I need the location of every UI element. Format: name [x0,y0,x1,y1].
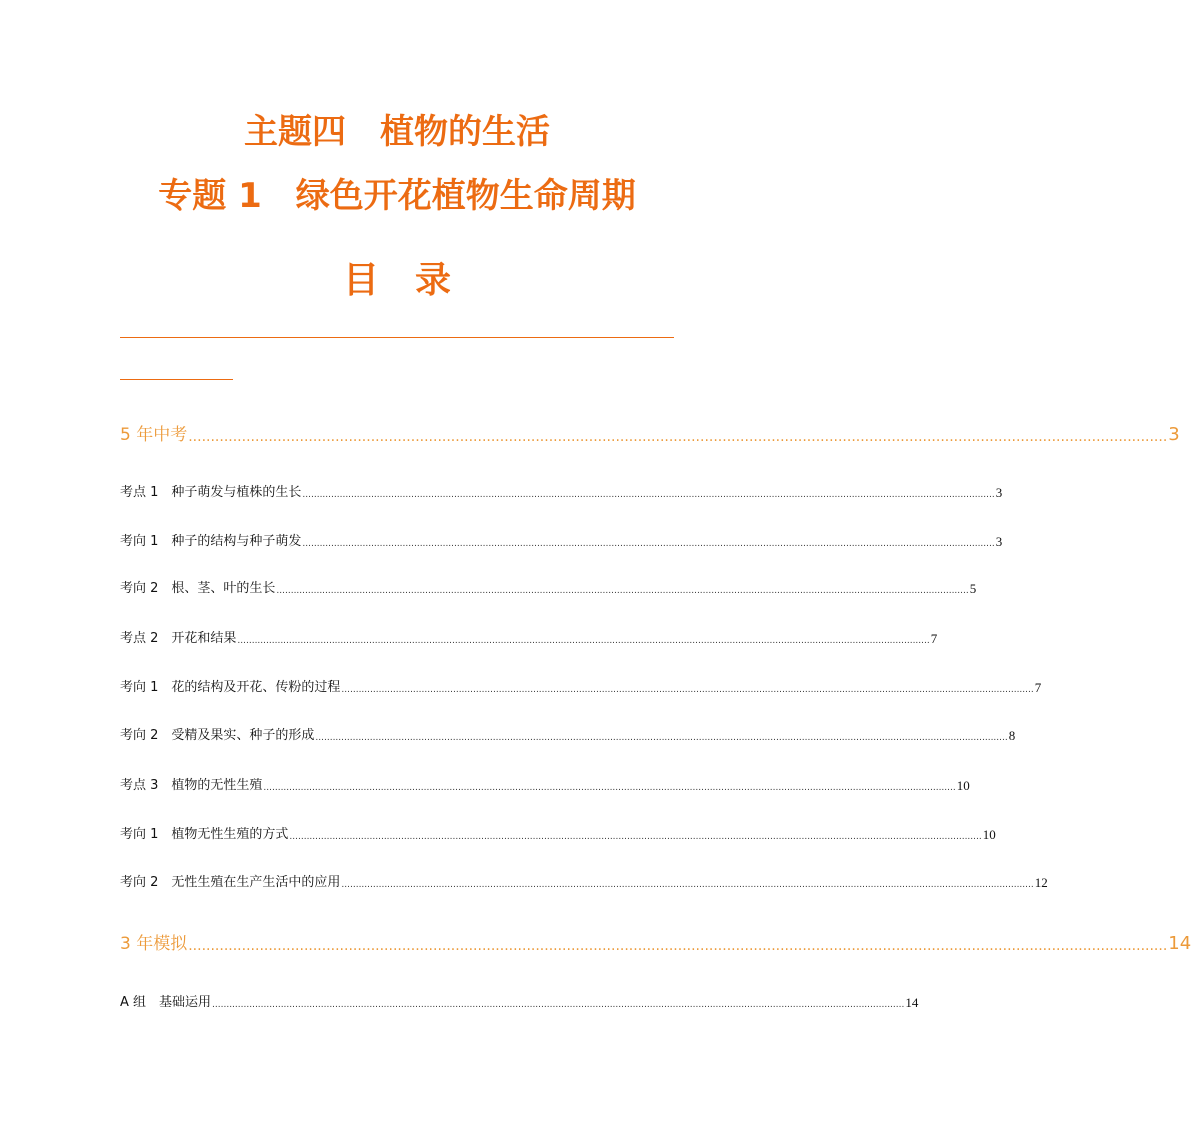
toc-row[interactable] [120,994,919,1012]
toc-leader: .................................................................................................................................................................................................................................................. [341,880,1034,890]
divider-line-short [120,379,233,380]
toc-label: 考向 1 植物无性生殖的方式 [120,827,289,842]
toc-label: A 组 基础运用 [120,995,212,1010]
toc-row[interactable] [120,826,996,844]
toc-row[interactable] [120,679,1042,697]
toc-row[interactable] [120,727,1016,745]
special-title: 专题 1 绿色开花植物生命周期 [158,176,636,216]
toc-leader: .................................................................................................................................................................................................................................................. [341,685,1034,695]
toc-page-number: 14 [1168,933,1191,954]
toc-row[interactable] [120,484,1003,502]
contents-heading: 目 录 [342,260,451,301]
toc-page-number: 3 [995,534,1003,549]
toc-row[interactable] [120,533,1003,551]
toc-leader: ............................................................................................................................................................................................................................ [188,429,1168,445]
toc-page-number: 3 [1168,424,1180,445]
toc-page-number: 8 [1008,728,1016,743]
toc-label: 考点 3 植物的无性生殖 [120,778,263,793]
toc-leader: .................................................................................................................................................................................................................................................. [276,586,969,596]
toc-page-number: 5 [969,581,977,596]
toc-row[interactable] [120,777,970,795]
toc-section-label: 3 年模拟 [120,934,188,954]
toc-row[interactable] [120,580,977,598]
toc-page-number: 14 [905,995,919,1010]
toc-label: 考向 1 花的结构及开花、传粉的过程 [120,680,341,695]
topic-title: 主题四 植物的生活 [244,112,550,152]
toc-leader: .................................................................................................................................................................................................................................................. [263,783,956,793]
toc-leader: .................................................................................................................................................................................................................................................. [302,490,995,500]
divider-line [120,337,674,338]
toc-page-number: 7 [1034,680,1042,695]
toc-leader: .................................................................................................................................................................................................................................................. [289,832,982,842]
toc-label: 考点 1 种子萌发与植株的生长 [120,485,302,500]
toc-section-label: 5 年中考 [120,425,188,445]
toc-label: 考向 1 种子的结构与种子萌发 [120,534,302,549]
toc-label: 考向 2 根、茎、叶的生长 [120,581,276,596]
toc-section-row[interactable] [120,424,1180,446]
toc-page-number: 7 [930,631,938,646]
toc-leader: .................................................................................................................................................................................................................................................. [212,1000,905,1010]
toc-row[interactable] [120,630,938,648]
toc-label: 考向 2 受精及果实、种子的形成 [120,728,315,743]
toc-label: 考点 2 开花和结果 [120,631,237,646]
toc-leader: .................................................................................................................................................................................................................................................. [315,733,1008,743]
toc-section-row[interactable] [120,933,1191,955]
toc-row[interactable] [120,874,1048,892]
toc-leader: ............................................................................................................................................................................................................................ [188,938,1168,954]
toc-label: 考向 2 无性生殖在生产生活中的应用 [120,875,341,890]
toc-page-number: 10 [982,827,996,842]
toc-page-number: 10 [956,778,970,793]
toc-page-number: 3 [995,485,1003,500]
toc-leader: .................................................................................................................................................................................................................................................. [302,539,995,549]
toc-leader: .................................................................................................................................................................................................................................................. [237,636,930,646]
toc-page-number: 12 [1034,875,1048,890]
